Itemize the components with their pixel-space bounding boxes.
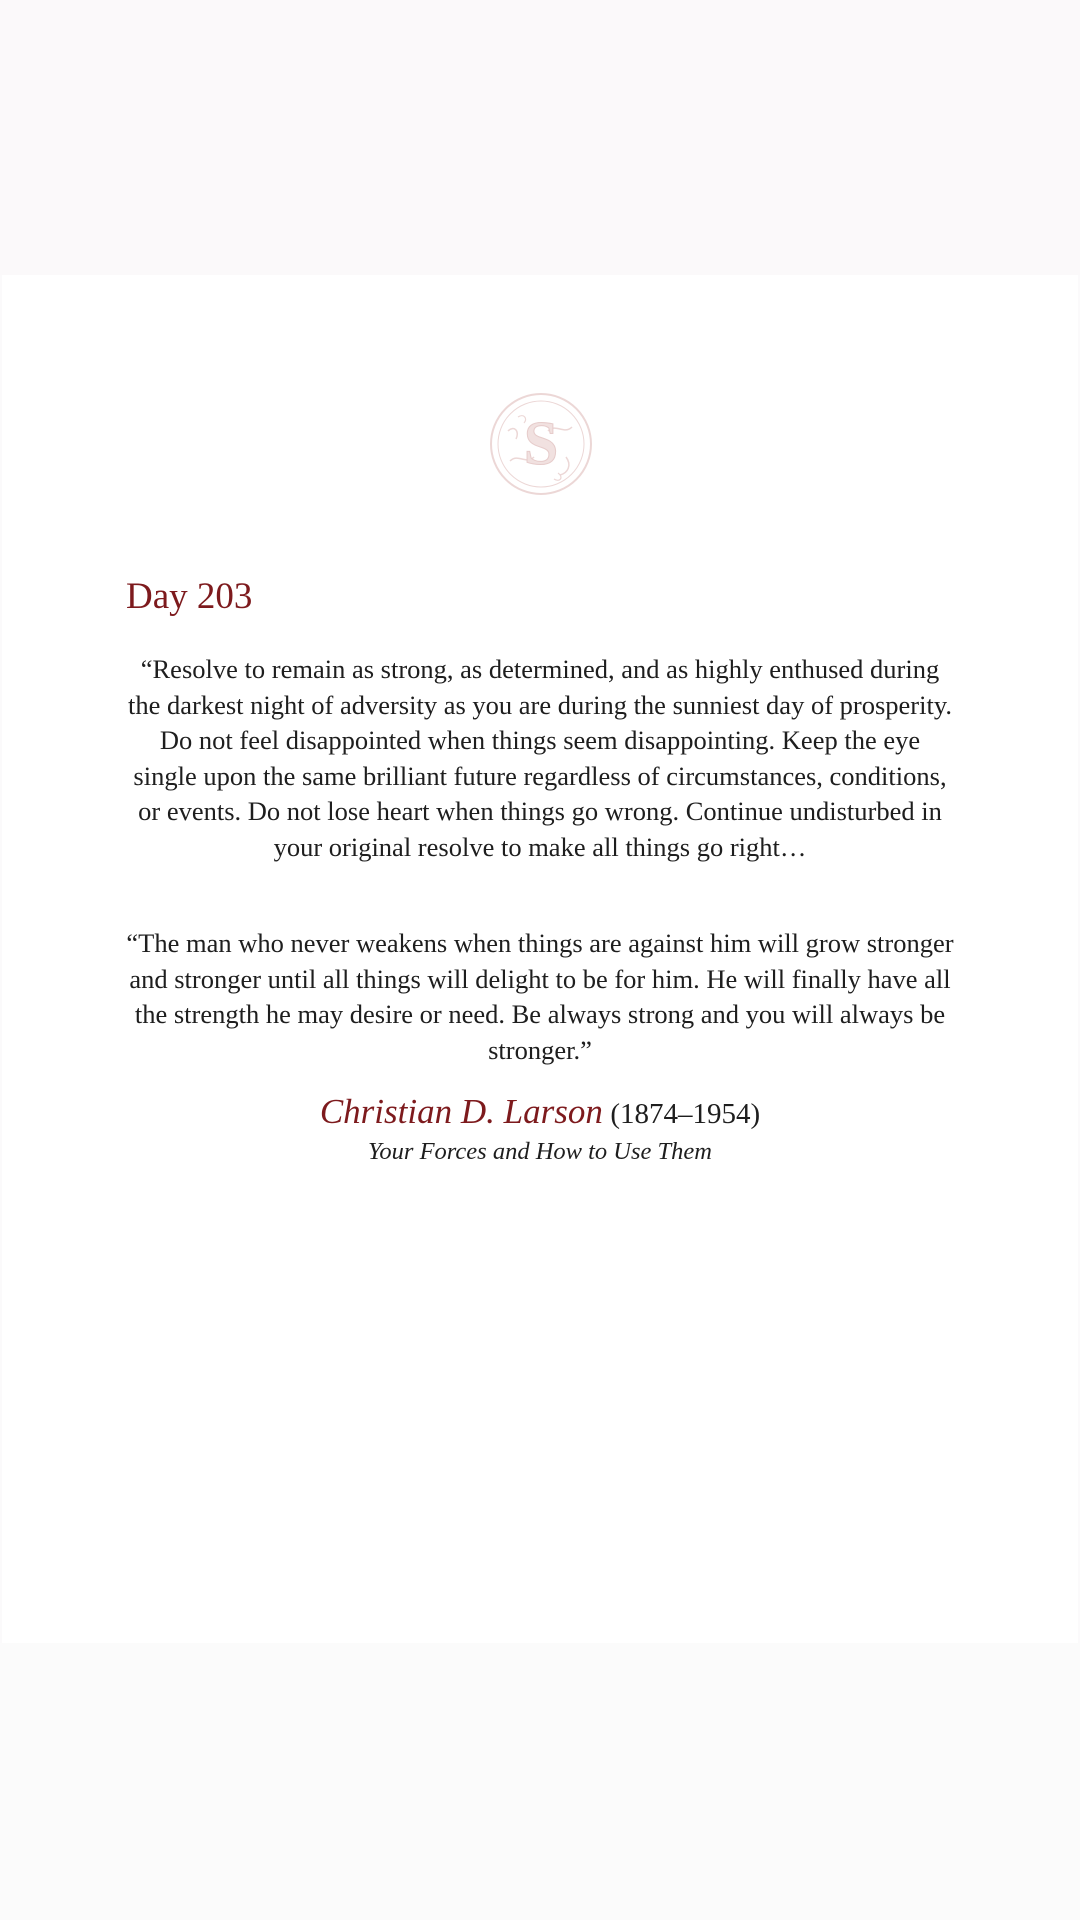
daily-quote-page[interactable] [2, 275, 1078, 1643]
author-line [126, 1090, 954, 1136]
day-title: Day 203 [126, 576, 253, 617]
author-years: (1874–1954) [610, 1098, 761, 1130]
ornamental-s-monogram-icon [488, 391, 594, 497]
attribution [126, 1090, 954, 1168]
author-name: Christian D. Larson [319, 1092, 603, 1131]
bottom-background-band [0, 1643, 1080, 1920]
top-background-band [0, 0, 1080, 275]
source-book-title: Your Forces and How to Use Them [368, 1138, 712, 1165]
quote-paragraph-2: “The man who never weakens when things are against him will grow stronger and stronger until all things will delight to be for him. He will finally have all the strength he may desire or need. Be always strong and you will always be stronger.” [126, 928, 954, 1065]
quote-paragraph-1: “Resolve to remain as strong, as determined, and as highly enthused during the darkest night of adversity as you are during the sunniest day of prosperity. Do not feel disappointed when things seem disappointing. Keep the eye single upon the same brilliant future regardless of circumstances, conditions, or events. Do not lose heart when things go wrong. Continue undisturbed in your original resolve to make all things go right… [128, 654, 952, 862]
monogram-letter: S [523, 410, 559, 478]
monogram-emblem-icon [488, 391, 594, 497]
